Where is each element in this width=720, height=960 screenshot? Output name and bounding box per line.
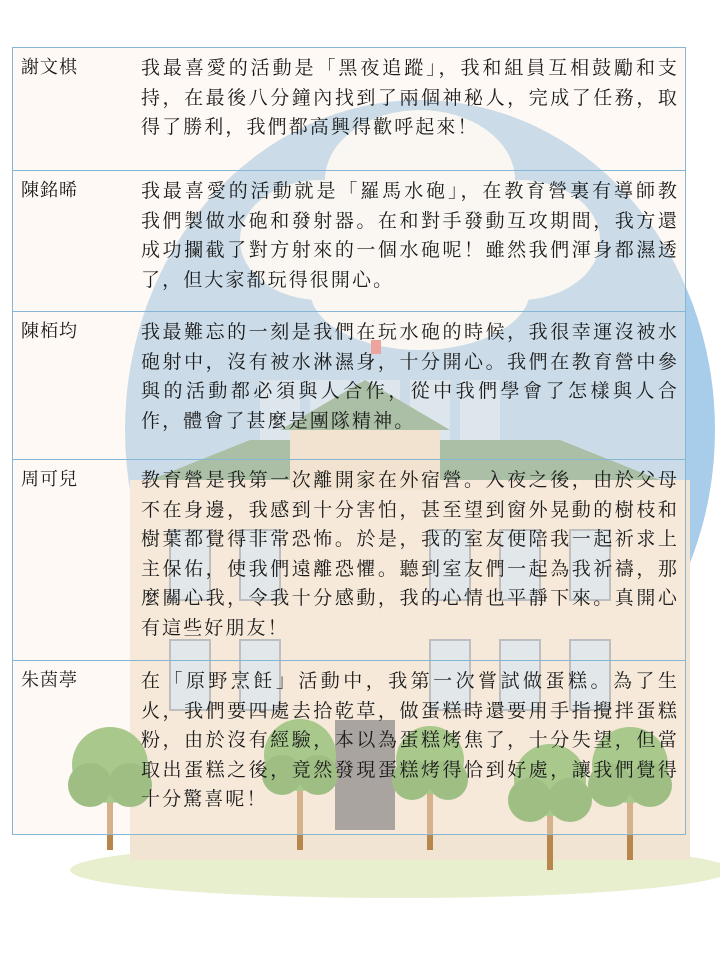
table-row	[13, 460, 685, 661]
student-name: 陳銘晞	[21, 180, 78, 201]
student-reflection: 我最難忘的一刻是我們在玩水砲的時候，我很幸運沒被水砲射中，沒有被水淋濕身，十分開心。我們在教育營中參與的活動都必須與人合作，從中我們學會了怎樣與人合作，體會了甚麼是團隊精神。	[141, 321, 679, 432]
student-reflection: 我最喜愛的活動是「黑夜追蹤」，我和組員互相鼓勵和支持，在最後八分鐘內找到了兩個神秘人，完成了任務，取得了勝利，我們都高興得歡呼起來！	[141, 57, 679, 138]
table-row	[13, 661, 685, 835]
table-row	[13, 171, 685, 312]
student-reflection: 教育營是我第一次離開家在外宿營。入夜之後，由於父母不在身邊，我感到十分害怕，甚至望到窗外晃動的樹枝和樹葉都覺得非常恐怖。於是，我的室友便陪我一起祈求上主保佑，使我們遠離恐懼。聽到室友們一起為我祈禱，那麼關心我，令我十分感動，我的心情也平靜下來。真開心有這些好朋友！	[141, 469, 679, 639]
student-name: 周可兒	[21, 469, 78, 490]
table-row	[13, 312, 685, 460]
student-name: 陳栢均	[21, 321, 78, 342]
student-name: 謝文棋	[21, 57, 78, 78]
student-name: 朱茵葶	[21, 670, 78, 691]
student-reflection: 在「原野烹飪」活動中，我第一次嘗試做蛋糕。為了生火，我們要四處去拾乾草，做蛋糕時還要用手指攪拌蛋糕粉，由於沒有經驗，本以為蛋糕烤焦了，十分失望，但當取出蛋糕之後，竟然發現蛋糕烤得恰到好處，讓我們覺得十分驚喜呢！	[141, 670, 679, 810]
table-row	[13, 48, 685, 171]
student-reflection: 我最喜愛的活動就是「羅馬水砲」，在教育營裏有導師教我們製做水砲和發射器。在和對手發動互攻期間，我方還成功攔截了對方射來的一個水砲呢！雖然我們渾身都濕透了，但大家都玩得很開心。	[141, 180, 679, 291]
reflection-table	[12, 47, 686, 835]
